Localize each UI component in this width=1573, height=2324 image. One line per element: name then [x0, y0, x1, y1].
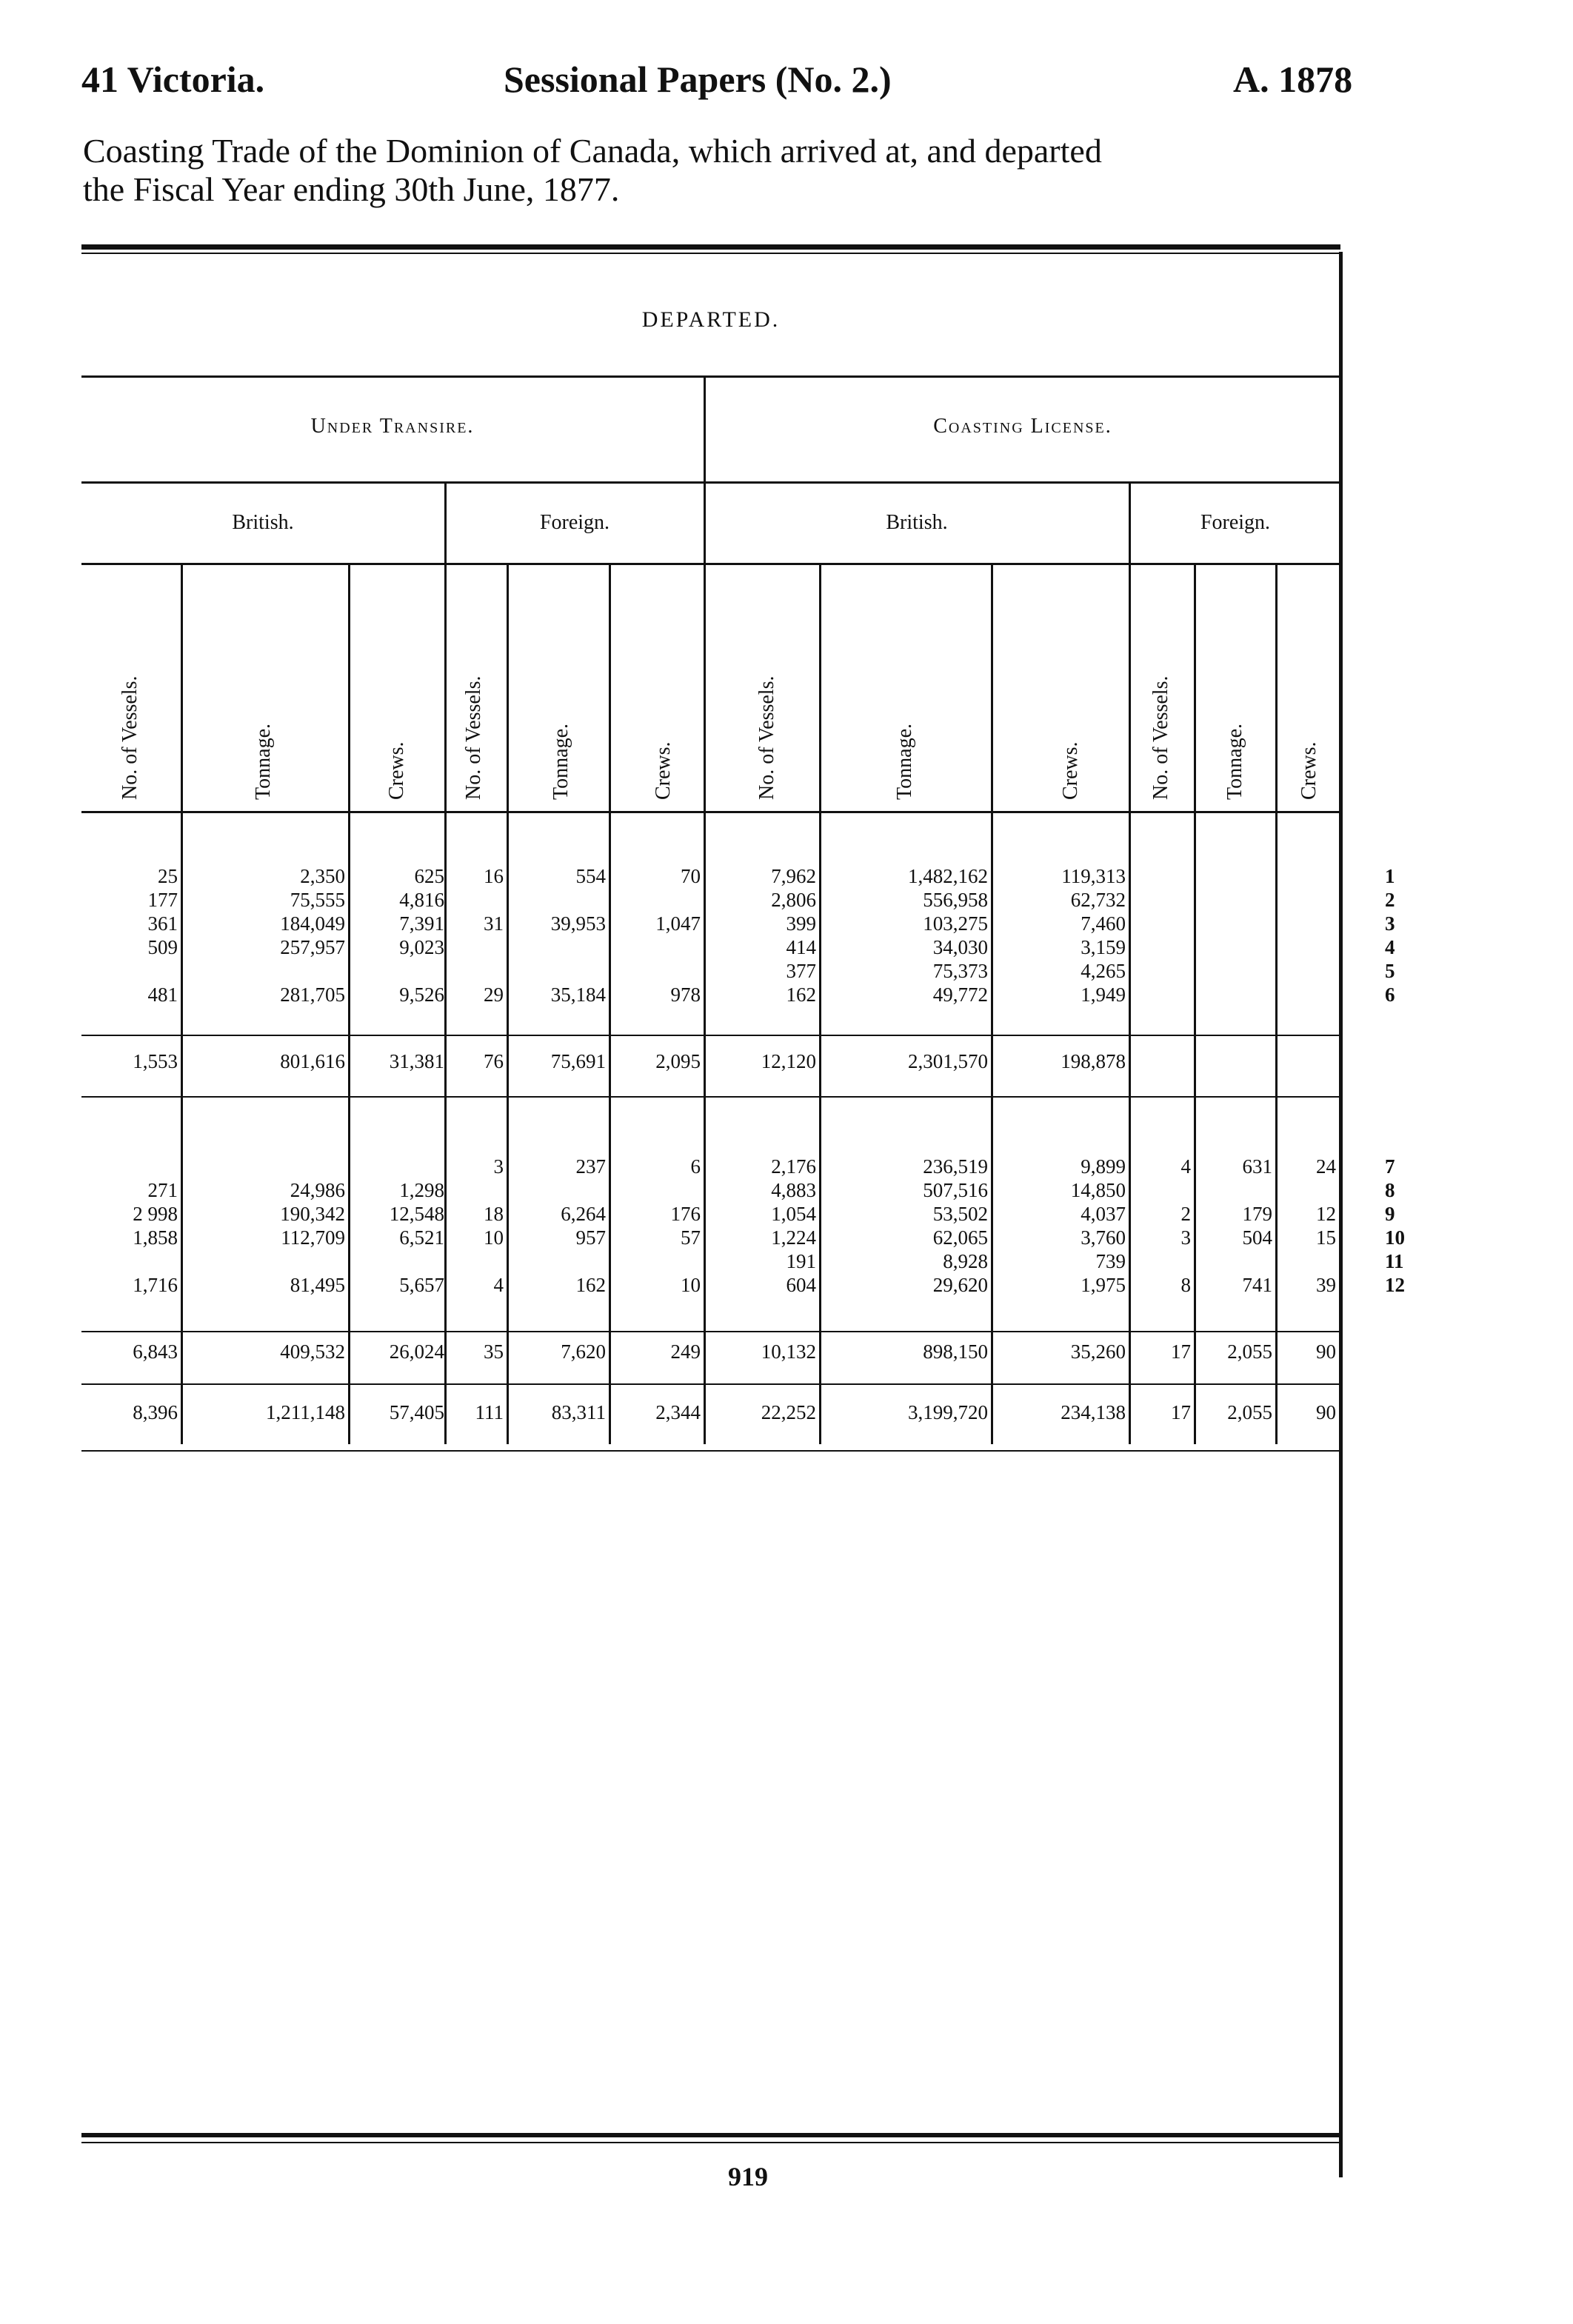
row-number: 8 [1385, 1179, 1395, 1201]
row-number: 5 [1385, 960, 1395, 982]
table-cell: 257,957 [280, 936, 345, 958]
table-cell: 22,252 [761, 1401, 816, 1423]
table-cell: 119,313 [1061, 865, 1126, 887]
table-cell: 177 [147, 889, 178, 911]
col-label-vessels: No. of Vessels. [1149, 675, 1172, 800]
table-cell: 7,391 [399, 912, 444, 935]
row-number: 2 [1385, 889, 1395, 911]
table-cell: 111 [475, 1401, 504, 1423]
page-bottom-rule-2 [81, 2142, 1340, 2143]
running-header [81, 58, 1407, 110]
header-center: Sessional Papers (No. 2.) [504, 59, 892, 100]
table-cell: 801,616 [280, 1050, 345, 1072]
page-bottom-rule [81, 2133, 1340, 2137]
table-cell: 17 [1171, 1401, 1191, 1423]
table-cell: 31,381 [389, 1050, 444, 1072]
table-cell: 554 [575, 865, 606, 887]
group-rule [81, 481, 1340, 484]
table-cell: 6,264 [561, 1203, 606, 1225]
table-cell: 15 [1316, 1226, 1336, 1249]
table-cell: 176 [670, 1203, 701, 1225]
table-cell: 556,958 [923, 889, 988, 911]
subtotal-rule [81, 1331, 1340, 1332]
table-cell: 6,843 [133, 1340, 178, 1363]
table-cell: 1,858 [133, 1226, 178, 1249]
sub-british-2: British. [886, 511, 948, 534]
table-cell: 281,705 [280, 984, 345, 1006]
table-cell: 75,373 [932, 960, 988, 982]
table-right-border [1339, 252, 1343, 2177]
row-number: 11 [1385, 1250, 1404, 1272]
table-cell: 9,023 [399, 936, 444, 958]
total-rule [81, 1383, 1340, 1385]
table-cell: 10,132 [761, 1340, 816, 1363]
table-cell: 4 [1180, 1155, 1191, 1178]
table-cell: 2,344 [655, 1401, 701, 1423]
table-cell: 1,949 [1081, 984, 1126, 1006]
british-foreign-divider-1 [444, 484, 447, 1444]
table-cell: 481 [147, 984, 178, 1006]
table-cell: 1,553 [133, 1050, 178, 1072]
row-number: 7 [1385, 1155, 1395, 1178]
col-divider [1275, 565, 1278, 1444]
col-label-crews: Crews. [1059, 741, 1082, 800]
table-cell: 1,224 [771, 1226, 816, 1249]
subtotal-rule [81, 1035, 1340, 1036]
table-cell: 81,495 [290, 1274, 345, 1296]
table-cell: 62,732 [1070, 889, 1126, 911]
table-cell: 377 [786, 960, 816, 982]
table-cell: 179 [1242, 1203, 1272, 1225]
table-cell: 29 [484, 984, 504, 1006]
table-cell: 12,548 [389, 1203, 444, 1225]
table-cell: 90 [1316, 1340, 1336, 1363]
table-title: DEPARTED. [641, 307, 781, 332]
table-cell: 7,962 [771, 865, 816, 887]
table-cell: 76 [484, 1050, 504, 1072]
table-cell: 5,657 [399, 1274, 444, 1296]
table-cell: 7,460 [1081, 912, 1126, 935]
table-cell: 70 [681, 865, 701, 887]
table-cell: 184,049 [280, 912, 345, 935]
col-divider [819, 565, 821, 1444]
table-cell: 2 [1180, 1203, 1191, 1225]
table-cell: 10 [484, 1226, 504, 1249]
table-cell: 12,120 [761, 1050, 816, 1072]
table-cell: 1,211,148 [266, 1401, 345, 1423]
table-cell: 39,953 [550, 912, 606, 935]
table-cell: 14,850 [1070, 1179, 1126, 1201]
subtitle-line-1: Coasting Trade of the Dominion of Canada, which arrived at, and departed [83, 132, 1102, 170]
table-cell: 2,350 [300, 865, 345, 887]
table-cell: 12 [1316, 1203, 1336, 1225]
table-cell: 162 [786, 984, 816, 1006]
row-number: 4 [1385, 936, 1395, 958]
table-cell: 739 [1095, 1250, 1126, 1272]
table-cell: 504 [1242, 1226, 1272, 1249]
col-label-crews: Crews. [652, 741, 675, 800]
table-cell: 25 [158, 865, 178, 887]
title-rule [81, 375, 1340, 378]
group-coasting-license: Coasting License. [933, 415, 1112, 438]
table-cell: 103,275 [923, 912, 988, 935]
table-cell: 9,899 [1081, 1155, 1126, 1178]
table-cell: 190,342 [280, 1203, 345, 1225]
table-cell: 31 [484, 912, 504, 935]
table-cell: 7,620 [561, 1340, 606, 1363]
table-cell: 35,184 [550, 984, 606, 1006]
table-cell: 414 [786, 936, 816, 958]
table-cell: 898,150 [923, 1340, 988, 1363]
table-cell: 361 [147, 912, 178, 935]
table-cell: 8,396 [133, 1401, 178, 1423]
table-cell: 8,928 [943, 1250, 988, 1272]
table-cell: 10 [681, 1274, 701, 1296]
table-cell: 4,265 [1081, 960, 1126, 982]
sub-foreign-2: Foreign. [1200, 511, 1271, 534]
table-cell: 24,986 [290, 1179, 345, 1201]
table-cell: 6 [690, 1155, 701, 1178]
table-cell: 62,065 [932, 1226, 988, 1249]
table-cell: 4,816 [399, 889, 444, 911]
col-label-crews: Crews. [1298, 741, 1320, 800]
table-cell: 26,024 [389, 1340, 444, 1363]
col-divider [991, 565, 993, 1444]
col-divider [507, 565, 509, 1444]
table-cell: 741 [1242, 1274, 1272, 1296]
table-cell: 75,555 [290, 889, 345, 911]
subtitle-line-2: the Fiscal Year ending 30th June, 1877. [83, 170, 620, 208]
table-cell: 3,760 [1081, 1226, 1126, 1249]
table-cell: 631 [1242, 1155, 1272, 1178]
table-cell: 234,138 [1061, 1401, 1126, 1423]
table-cell: 2,806 [771, 889, 816, 911]
table-cell: 24 [1316, 1155, 1336, 1178]
row-number: 12 [1385, 1274, 1405, 1296]
col-label-vessels: No. of Vessels. [755, 675, 778, 800]
row-number: 10 [1385, 1226, 1405, 1249]
col-divider [348, 565, 350, 1444]
table-cell: 57,405 [389, 1401, 444, 1423]
british-foreign-divider-2 [1129, 484, 1131, 1444]
row-number: 9 [1385, 1203, 1395, 1225]
table-cell: 399 [786, 912, 816, 935]
table-cell: 3 [493, 1155, 504, 1178]
page-number: 919 [728, 2162, 768, 2191]
col-divider [181, 565, 183, 1444]
row-number: 1 [1385, 865, 1395, 887]
table-cell: 1,716 [133, 1274, 178, 1296]
row-number: 6 [1385, 984, 1395, 1006]
table-cell: 1,047 [655, 912, 701, 935]
table-cell: 83,311 [551, 1401, 606, 1423]
table-cell: 18 [484, 1203, 504, 1225]
table-cell: 57 [681, 1226, 701, 1249]
table-cell: 3,199,720 [908, 1401, 988, 1423]
header-bottom-rule [81, 811, 1340, 813]
table-cell: 162 [575, 1274, 606, 1296]
table-cell: 2,055 [1227, 1401, 1272, 1423]
table-cell: 2,095 [655, 1050, 701, 1072]
col-label-vessels: No. of Vessels. [118, 675, 141, 800]
table-cell: 271 [147, 1179, 178, 1201]
table-cell: 2 998 [133, 1203, 178, 1225]
table-cell: 6,521 [399, 1226, 444, 1249]
table-cell: 8 [1180, 1274, 1191, 1296]
col-label-crews: Crews. [385, 741, 408, 800]
header-left: 41 Victoria. [81, 59, 265, 100]
table-cell: 507,516 [923, 1179, 988, 1201]
col-label-tonnage: Tonnage. [252, 723, 275, 800]
table-cell: 39 [1316, 1274, 1336, 1296]
table-cell: 75,691 [550, 1050, 606, 1072]
col-divider [1194, 565, 1196, 1444]
col-divider [609, 565, 611, 1444]
table-cell: 236,519 [923, 1155, 988, 1178]
subtotal-rule-bottom [81, 1096, 1340, 1098]
subgroup-rule [81, 563, 1340, 565]
table-cell: 34,030 [932, 936, 988, 958]
group-under-transire: Under Transire. [310, 415, 475, 438]
table-cell: 249 [670, 1340, 701, 1363]
col-label-tonnage: Tonnage. [1223, 723, 1246, 800]
table-cell: 53,502 [932, 1203, 988, 1225]
document-subtitle [83, 132, 1416, 209]
table-cell: 4,883 [771, 1179, 816, 1201]
table-cell: 1,054 [771, 1203, 816, 1225]
table-cell: 1,482,162 [908, 865, 988, 887]
row-number: 3 [1385, 912, 1395, 935]
table-cell: 978 [670, 984, 701, 1006]
table-cell: 16 [484, 865, 504, 887]
table-cell: 191 [786, 1250, 816, 1272]
table-cell: 409,532 [280, 1340, 345, 1363]
table-cell: 1,975 [1081, 1274, 1126, 1296]
table-top-rule [81, 244, 1340, 250]
table-cell: 198,878 [1061, 1050, 1126, 1072]
table-cell: 29,620 [932, 1274, 988, 1296]
table-cell: 957 [575, 1226, 606, 1249]
table-cell: 3,159 [1081, 936, 1126, 958]
table-bottom-rule [81, 1450, 1340, 1452]
table-cell: 4,037 [1081, 1203, 1126, 1225]
table-cell: 112,709 [281, 1226, 345, 1249]
table-cell: 509 [147, 936, 178, 958]
col-label-tonnage: Tonnage. [893, 723, 916, 800]
table-cell: 2,301,570 [908, 1050, 988, 1072]
table-cell: 2,055 [1227, 1340, 1272, 1363]
table-cell: 35,260 [1070, 1340, 1126, 1363]
table-cell: 17 [1171, 1340, 1191, 1363]
col-label-vessels: No. of Vessels. [462, 675, 485, 800]
table-cell: 1,298 [399, 1179, 444, 1201]
col-label-tonnage: Tonnage. [550, 723, 572, 800]
table-cell: 625 [414, 865, 444, 887]
header-right: A. 1878 [1233, 59, 1353, 100]
sub-british-1: British. [232, 511, 294, 534]
table-cell: 49,772 [932, 984, 988, 1006]
table-cell: 35 [484, 1340, 504, 1363]
group-divider [704, 378, 706, 1444]
table-cell: 3 [1180, 1226, 1191, 1249]
table-cell: 4 [493, 1274, 504, 1296]
sub-foreign-1: Foreign. [539, 511, 610, 534]
table-cell: 9,526 [399, 984, 444, 1006]
table-cell: 237 [575, 1155, 606, 1178]
table-cell: 604 [786, 1274, 816, 1296]
table-cell: 2,176 [771, 1155, 816, 1178]
table-cell: 90 [1316, 1401, 1336, 1423]
table-top-rule-2 [81, 253, 1340, 254]
